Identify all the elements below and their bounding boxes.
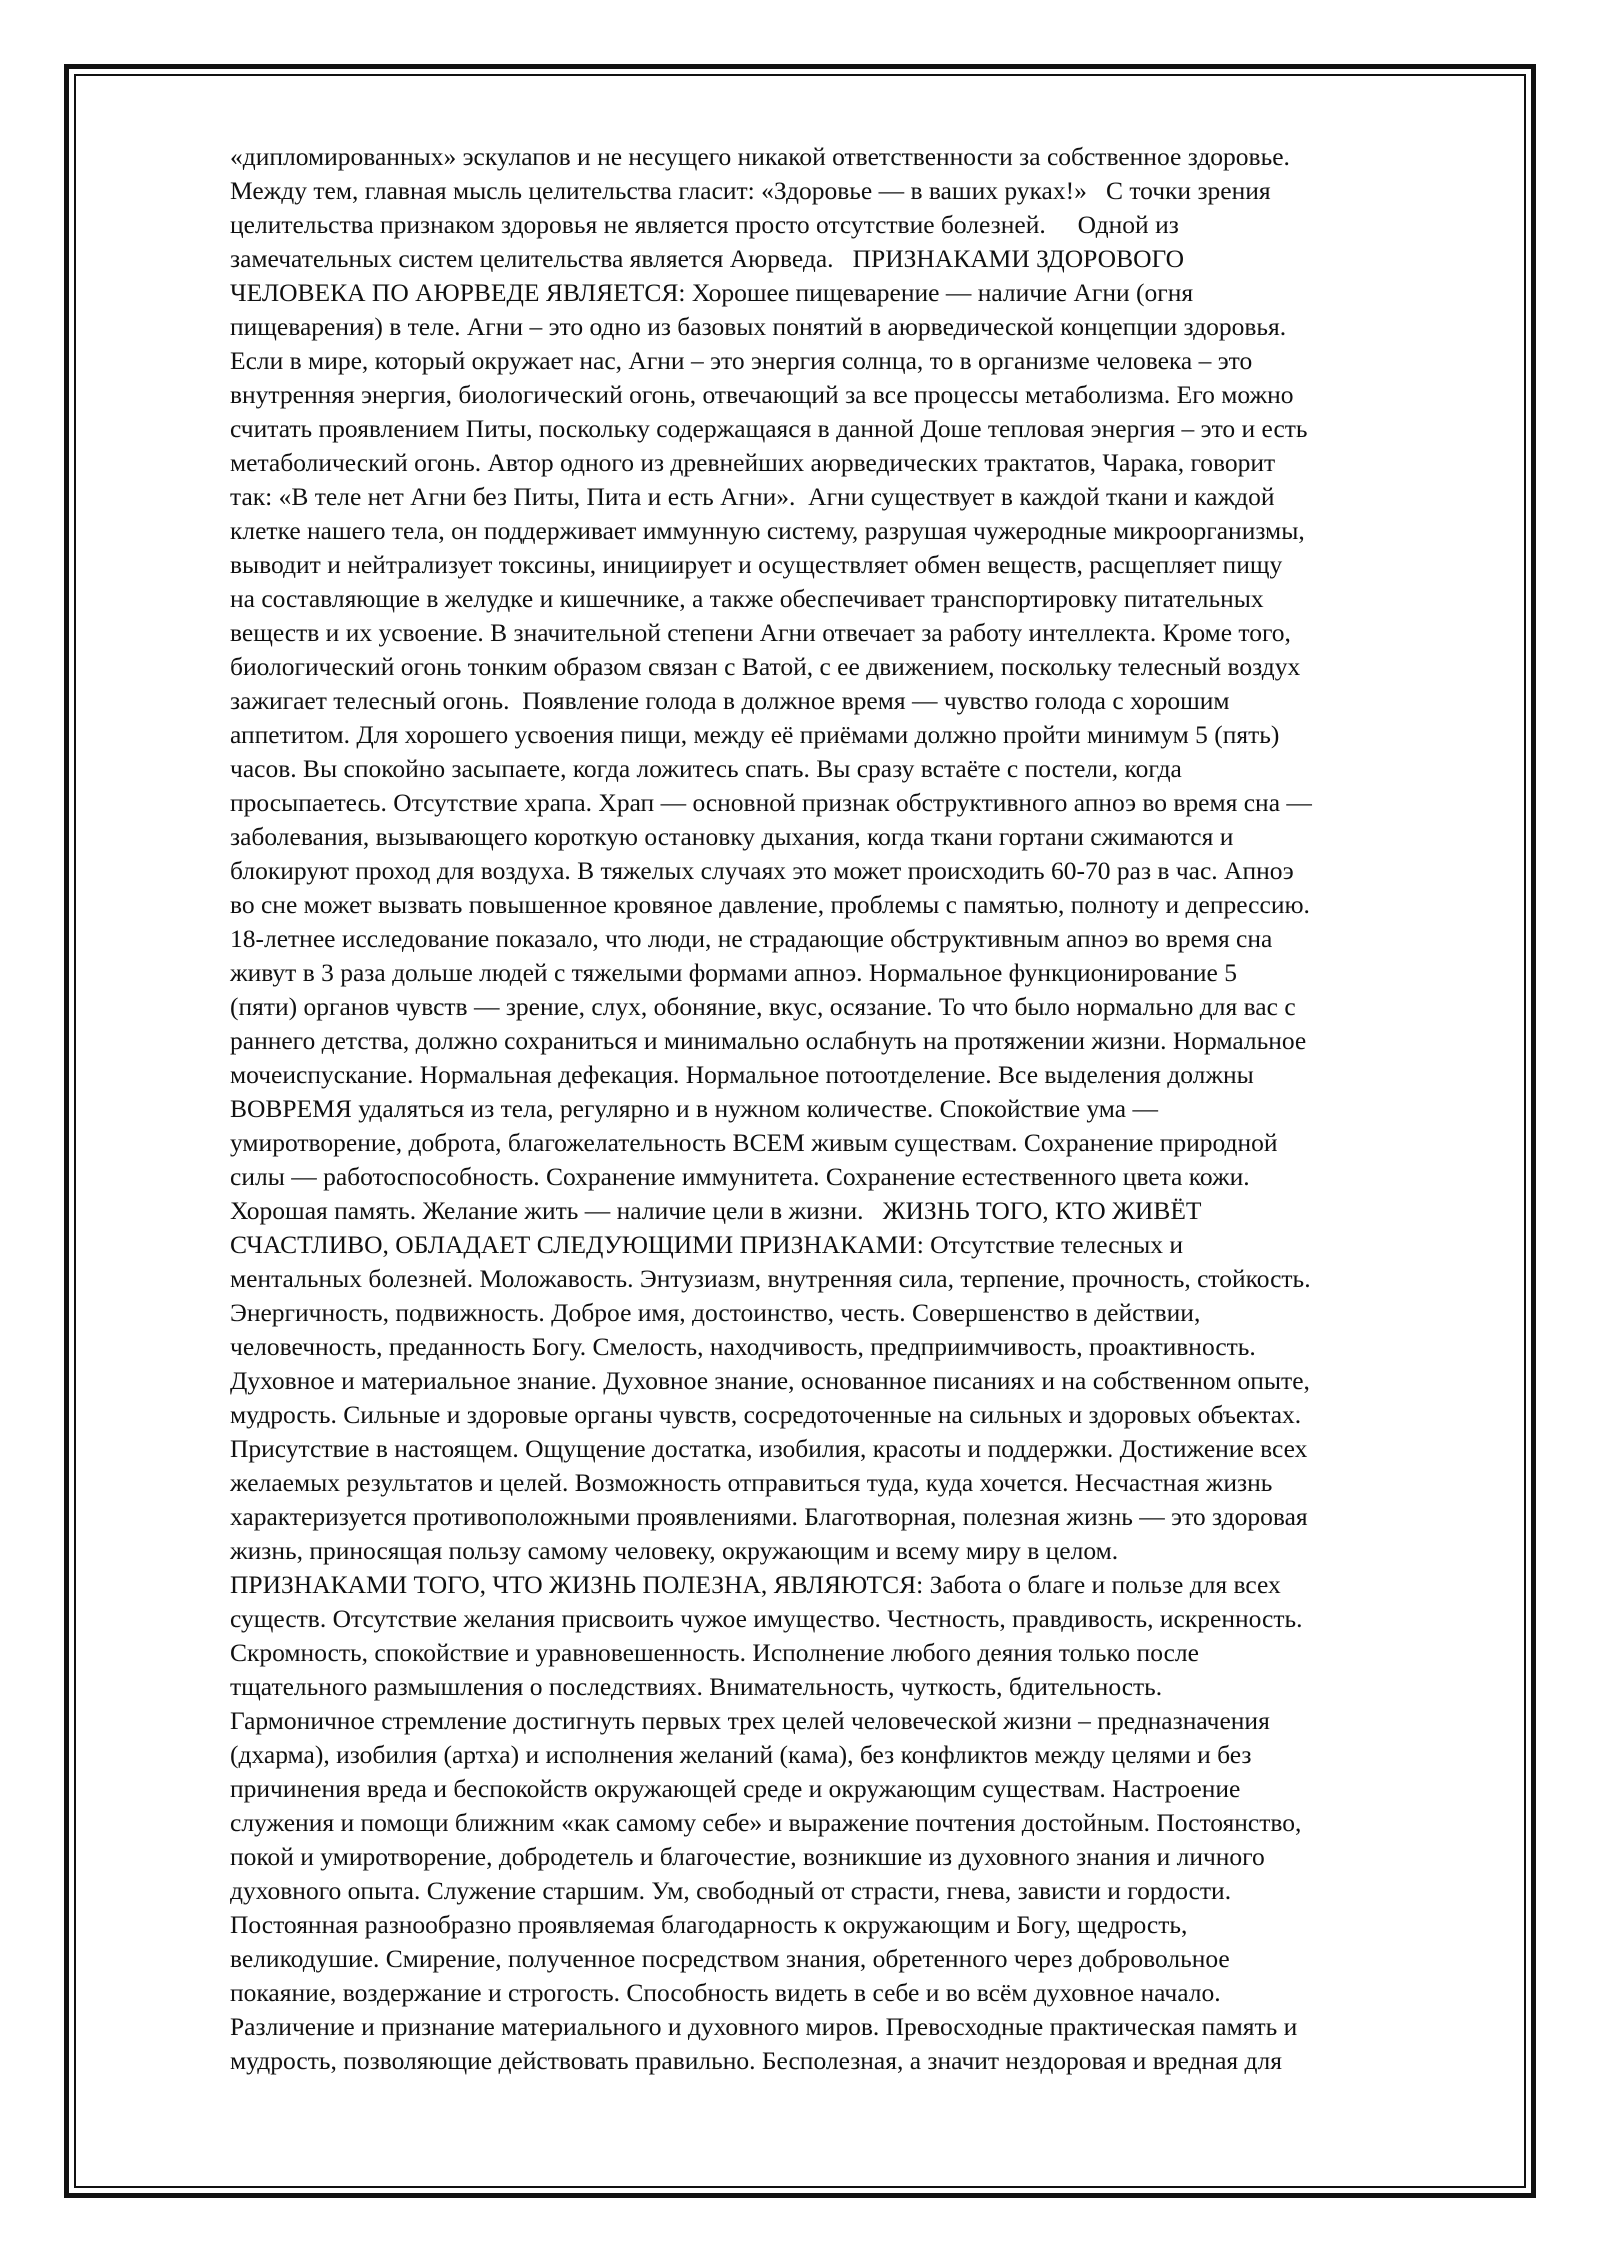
text-line: умиротворение, доброта, благожелательность ВСЕМ живым существам. Сохранение природной bbox=[230, 1128, 1278, 1157]
text-line: великодушие. Смирение, полученное посредством знания, обретенного через добровольное bbox=[230, 1944, 1230, 1973]
text-line: зажигает телесный огонь. Появление голода в должное время — чувство голода с хорошим bbox=[230, 686, 1230, 715]
text-line: пищеварения) в теле. Агни – это одно из базовых понятий в аюрведической концепции здоровья. bbox=[230, 312, 1287, 341]
text-line: клетке нашего тела, он поддерживает иммунную систему, разрушая чужеродные микроорганизмы, bbox=[230, 516, 1305, 545]
text-line: биологический огонь тонким образом связан с Ватой, с ее движением, поскольку телесный воздух bbox=[230, 652, 1301, 681]
text-line: (пяти) органов чувств — зрение, слух, обоняние, вкус, осязание. То что было нормально для вас с bbox=[230, 992, 1296, 1021]
text-line: Если в мире, который окружает нас, Агни – это энергия солнца, то в организме человека – это bbox=[230, 346, 1253, 375]
text-line: часов. Вы спокойно засыпаете, когда ложитесь спать. Вы сразу встаёте с постели, когда bbox=[230, 754, 1182, 783]
text-line: аппетитом. Для хорошего усвоения пищи, между её приёмами должно пройти минимум 5 (пять) bbox=[230, 720, 1280, 749]
text-line: «дипломированных» эскулапов и не несущего никакой ответственности за собственное здоровье. bbox=[230, 142, 1290, 171]
text-line: во сне может вызвать повышенное кровяное давление, проблемы с памятью, полноту и депрессию. bbox=[230, 890, 1310, 919]
text-line: раннего детства, должно сохраниться и минимально ослабнуть на протяжении жизни. Нормальное bbox=[230, 1026, 1307, 1055]
text-line: на составляющие в желудке и кишечнике, а также обеспечивает транспортировку питательных bbox=[230, 584, 1264, 613]
text-line: служения и помощи ближним «как самому себе» и выражение почтения достойным. Постоянство, bbox=[230, 1808, 1302, 1837]
text-line: духовного опыта. Служение старшим. Ум, свободный от страсти, гнева, зависти и гордости. bbox=[230, 1876, 1232, 1905]
text-line: причинения вреда и беспокойств окружающей среде и окружающим существам. Настроение bbox=[230, 1774, 1241, 1803]
text-line: (дхарма), изобилия (артха) и исполнения желаний (кама), без конфликтов между целями и без bbox=[230, 1740, 1252, 1769]
text-line: Духовное и материальное знание. Духовное знание, основанное писаниях и на собственном опыте, bbox=[230, 1366, 1310, 1395]
text-line: человечность, преданность Богу. Смелость, находчивость, предприимчивость, проактивность. bbox=[230, 1332, 1256, 1361]
text-line: характеризуется противоположными проявлениями. Благотворная, полезная жизнь — это здоровая bbox=[230, 1502, 1308, 1531]
text-line: Различение и признание материального и духовного миров. Превосходные практическая память и bbox=[230, 2012, 1298, 2041]
text-line: Присутствие в настоящем. Ощущение достатка, изобилия, красоты и поддержки. Достижение всех bbox=[230, 1434, 1308, 1463]
text-line: замечательных систем целительства является Аюрведа. ПРИЗНАКАМИ ЗДОРОВОГО bbox=[230, 244, 1185, 273]
document-body-text bbox=[230, 140, 1500, 2078]
text-line: покой и умиротворение, добродетель и благочестие, возникшие из духовного знания и личного bbox=[230, 1842, 1265, 1871]
text-line: ПРИЗНАКАМИ ТОГО, ЧТО ЖИЗНЬ ПОЛЕЗНА, ЯВЛЯЮТСЯ: Забота о благе и пользе для всех bbox=[230, 1570, 1281, 1599]
text-line: целительства признаком здоровья не является просто отсутствие болезней. Одной из bbox=[230, 210, 1179, 239]
text-line: ментальных болезней. Моложавость. Энтузиазм, внутренняя сила, терпение, прочность, стойкость. bbox=[230, 1264, 1311, 1293]
text-line: внутренняя энергия, биологический огонь, отвечающий за все процессы метаболизма. Его можно bbox=[230, 380, 1294, 409]
text-line: Энергичность, подвижность. Доброе имя, достоинство, честь. Совершенство в действии, bbox=[230, 1298, 1201, 1327]
text-line: желаемых результатов и целей. Возможность отправиться туда, куда хочется. Несчастная жизнь bbox=[230, 1468, 1273, 1497]
text-line: веществ и их усвоение. В значительной степени Агни отвечает за работу интеллекта. Кроме того, bbox=[230, 618, 1291, 647]
text-line: блокируют проход для воздуха. В тяжелых случаях это может происходить 60-70 раз в час. Апноэ bbox=[230, 856, 1294, 885]
text-line: мудрость, позволяющие действовать правильно. Бесполезная, а значит нездоровая и вредная для bbox=[230, 2046, 1282, 2075]
text-line: СЧАСТЛИВО, ОБЛАДАЕТ СЛЕДУЮЩИМИ ПРИЗНАКАМИ: Отсутствие телесных и bbox=[230, 1230, 1184, 1259]
text-line: так: «В теле нет Агни без Питы, Пита и есть Агни». Агни существует в каждой ткани и каждой bbox=[230, 482, 1275, 511]
text-line: Гармоничное стремление достигнуть первых трех целей человеческой жизни – предназначения bbox=[230, 1706, 1270, 1735]
text-line: ВОВРЕМЯ удаляться из тела, регулярно и в нужном количестве. Спокойствие ума — bbox=[230, 1094, 1158, 1123]
text-line: мочеиспускание. Нормальная дефекация. Нормальное потоотделение. Все выделения должны bbox=[230, 1060, 1254, 1089]
text-line: выводит и нейтрализует токсины, инициирует и осуществляет обмен веществ, расщепляет пищу bbox=[230, 550, 1283, 579]
text-line: существ. Отсутствие желания присвоить чужое имущество. Честность, правдивость, искренность. bbox=[230, 1604, 1303, 1633]
text-line: Постоянная разнообразно проявляемая благодарность к окружающим и Богу, щедрость, bbox=[230, 1910, 1188, 1939]
text-line: живут в 3 раза дольше людей с тяжелыми формами апноэ. Нормальное функционирование 5 bbox=[230, 958, 1237, 987]
text-line: Скромность, спокойствие и уравновешенность. Исполнение любого деяния только после bbox=[230, 1638, 1199, 1667]
text-line: тщательного размышления о последствиях. Внимательность, чуткость, бдительность. bbox=[230, 1672, 1163, 1701]
text-line: покаяние, воздержание и строгость. Способность видеть в себе и во всём духовное начало. bbox=[230, 1978, 1221, 2007]
text-line: жизнь, приносящая пользу самому человеку, окружающим и всему миру в целом. bbox=[230, 1536, 1119, 1565]
text-line: Между тем, главная мысль целительства гласит: «Здоровье — в ваших руках!» С точки зрения bbox=[230, 176, 1271, 205]
text-line: силы — работоспособность. Сохранение иммунитета. Сохранение естественного цвета кожи. bbox=[230, 1162, 1250, 1191]
text-line: ЧЕЛОВЕКА ПО АЮРВЕДЕ ЯВЛЯЕТСЯ: Хорошее пищеварение — наличие Агни (огня bbox=[230, 278, 1194, 307]
text-line: Хорошая память. Желание жить — наличие цели в жизни. ЖИЗНЬ ТОГО, КТО ЖИВЁТ bbox=[230, 1196, 1202, 1225]
text-line: мудрость. Сильные и здоровые органы чувств, сосредоточенные на сильных и здоровых объектах. bbox=[230, 1400, 1302, 1429]
text-line: 18-летнее исследование показало, что люди, не страдающие обструктивным апноэ во время сна bbox=[230, 924, 1273, 953]
text-line: считать проявлением Питы, поскольку содержащаяся в данной Доше тепловая энергия – это и есть bbox=[230, 414, 1308, 443]
text-line: заболевания, вызывающего короткую остановку дыхания, когда ткани гортани сжимаются и bbox=[230, 822, 1234, 851]
text-line: просыпаетесь. Отсутствие храпа. Храп — основной признак обструктивного апноэ во время сна — bbox=[230, 788, 1312, 817]
text-line: метаболический огонь. Автор одного из древнейших аюрведических трактатов, Чарака, говорит bbox=[230, 448, 1276, 477]
